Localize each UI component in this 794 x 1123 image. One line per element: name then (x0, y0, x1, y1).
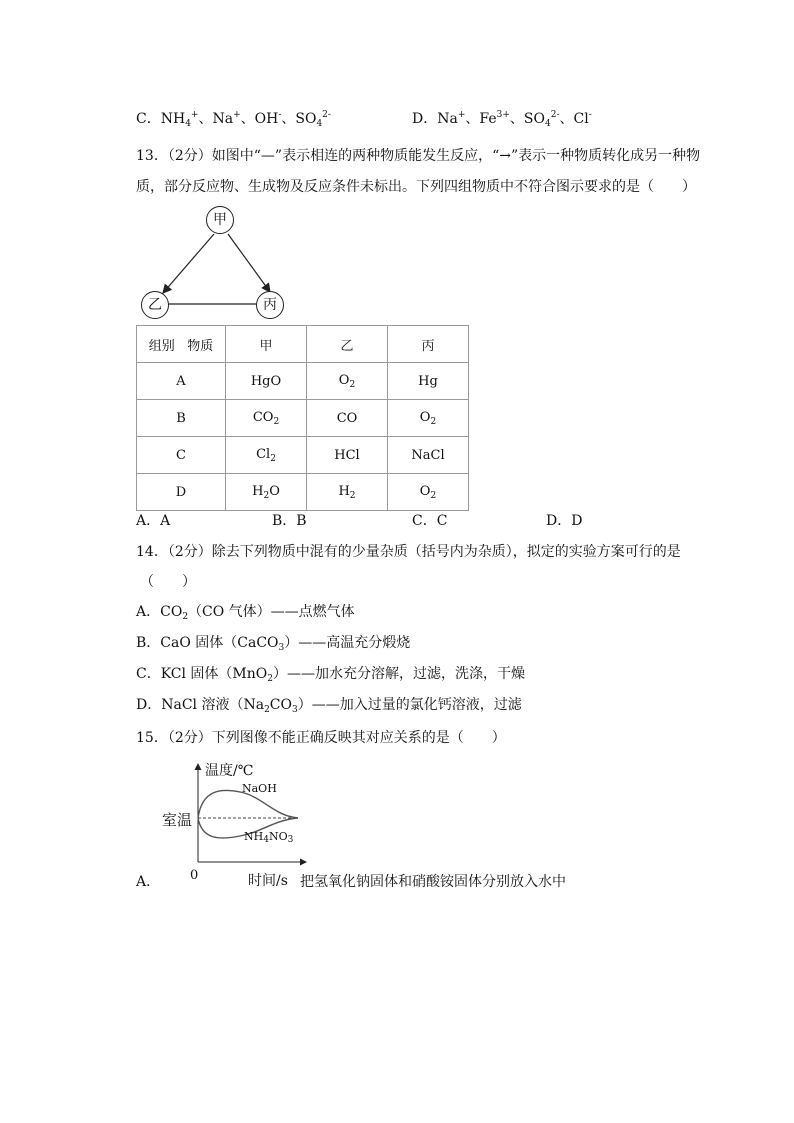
q14-option-c (136, 664, 525, 689)
superscript: 3+ (496, 110, 510, 120)
cell-jia (226, 474, 307, 511)
option-text: CO (269, 697, 292, 713)
cell-bing (388, 474, 469, 511)
ion-text: 、OH (240, 111, 279, 127)
cell-group: C (137, 437, 226, 474)
formula: HgO (250, 373, 282, 389)
q12-option-d (412, 108, 592, 129)
ion-text: 、SO (281, 111, 317, 127)
formula: HCl (334, 447, 360, 463)
q13-stem-line1 (136, 145, 700, 165)
q14-option-b (136, 633, 410, 658)
formula: NaCl (411, 447, 445, 463)
table-row (137, 437, 469, 474)
subscript: 4 (185, 119, 191, 129)
cell-yi (307, 474, 388, 511)
subscript: 3 (287, 835, 294, 845)
option-text: C．KCl 固体（MnO (136, 666, 268, 682)
subscript: 2 (349, 379, 356, 390)
superscript: - (588, 110, 592, 120)
header-bing: 丙 (388, 326, 469, 363)
table-row (137, 474, 469, 511)
option-text: ）——加入过量的氯化钙溶液，过滤 (297, 697, 522, 713)
q14-option-a (136, 602, 355, 627)
option-text: B．CaO 固体（CaCO (136, 635, 279, 651)
option-text: ）——加水充分溶解，过滤，洗涤，干燥 (273, 666, 525, 682)
subscript: 2 (263, 490, 270, 501)
formula: H (252, 483, 264, 499)
table-header-row (137, 326, 469, 363)
option-label: C． (136, 111, 161, 127)
subscript: 3 (292, 705, 298, 715)
table-row (137, 363, 469, 400)
superscript: + (190, 110, 199, 120)
y-axis-label: 温度/℃ (205, 763, 254, 779)
subscript: 2 (273, 416, 280, 427)
table-row (137, 400, 469, 437)
cell-yi (307, 437, 388, 474)
question-number: 15． (136, 730, 168, 746)
formula: O (419, 483, 431, 499)
formula: O (338, 372, 350, 388)
subscript: 3 (278, 643, 285, 653)
ion-text: 、Fe (465, 111, 497, 127)
subscript: 2 (430, 490, 437, 501)
ion-text: Na (437, 111, 458, 127)
question-score: （2分） (167, 730, 212, 746)
q13-answer-a: A．A (136, 513, 171, 529)
node-jia: 甲 (206, 206, 234, 234)
q15-stem (136, 727, 506, 747)
arrow-jia-to-yi (163, 234, 214, 293)
cell-bing (388, 437, 469, 474)
q14-stem (136, 541, 681, 561)
cell-jia (226, 400, 307, 437)
formula: CO (336, 410, 358, 426)
arrow-jia-to-bing (228, 234, 270, 292)
superscript: + (233, 110, 241, 120)
header-yi: 乙 (307, 326, 388, 363)
q13-answer-b: B．B (272, 513, 307, 529)
header-group-substance (137, 326, 226, 363)
question-number: 14． (136, 544, 168, 560)
cell-jia (226, 437, 307, 474)
node-yi: 乙 (141, 291, 169, 319)
q12-option-c (136, 108, 331, 129)
question-number: 13． (136, 148, 168, 164)
question-text: 除去下列物质中混有的少量杂质（括号内为杂质），拟定的实验方案可行的是 (211, 544, 681, 560)
room-temp-label: 室温 (162, 811, 193, 829)
header-group: 组别 (148, 338, 175, 354)
formula: H (338, 483, 350, 499)
question-score: （2分） (167, 148, 212, 164)
superscript: 2- (550, 110, 560, 120)
header-substance: 物质 (187, 338, 214, 354)
node-bing: 丙 (256, 291, 284, 319)
q13-substance-table (136, 325, 469, 511)
formula: O (419, 409, 431, 425)
header-jia: 甲 (226, 326, 307, 363)
cell-bing (388, 363, 469, 400)
cell-bing (388, 400, 469, 437)
q15-option-a-label: A． (136, 874, 161, 890)
option-text: ）——高温充分煅烧 (284, 635, 411, 651)
subscript: 2 (270, 453, 276, 464)
ion-text: 、Na (198, 111, 234, 127)
subscript: 4 (316, 119, 323, 129)
cell-yi (307, 400, 388, 437)
ion-text: NH (160, 111, 186, 127)
cell-group: A (137, 363, 226, 400)
subscript: 2 (264, 705, 270, 715)
q15-option-a-caption: 把氢氧化钠固体和硝酸铵固体分别放入水中 (300, 874, 566, 890)
option-label: D． (412, 111, 438, 127)
cell-yi (307, 363, 388, 400)
option-text: （CO 气体）——点燃气体 (188, 604, 355, 620)
option-text: D．NaCl 溶液（Na (136, 697, 265, 713)
subscript: 4 (263, 835, 269, 845)
x-axis-label: 时间/s (248, 873, 288, 889)
q14-blank: （ ） (140, 574, 196, 590)
subscript: 2 (182, 612, 189, 622)
formula: O (269, 483, 280, 499)
question-score: （2分） (167, 544, 212, 560)
formula: NH (244, 830, 264, 843)
subscript: 2 (267, 674, 273, 684)
superscript: 2- (322, 110, 331, 120)
subscript: 2 (430, 416, 437, 427)
formula: CO (252, 409, 274, 425)
superscript: + (457, 110, 466, 120)
subscript: 4 (544, 119, 551, 129)
ion-text: 、Cl (559, 111, 589, 127)
naoh-label: NaOH (242, 782, 277, 795)
option-text: A．CO (136, 604, 183, 620)
question-text: 如图中“—”表示相连的两种物质能发生反应，“→”表示一种物质转化成另一种物 (211, 148, 701, 164)
formula: NO (268, 830, 288, 843)
q14-option-d (136, 695, 522, 720)
ion-text: 、SO (509, 111, 545, 127)
q13-answer-c: C．C (412, 513, 448, 529)
superscript: - (278, 110, 282, 120)
subscript: 2 (349, 490, 356, 501)
formula: Cl (256, 446, 271, 462)
q13-stem-line2: 质，部分反应物、生成物及反应条件未标出。下列四组物质中不符合图示要求的是（ ） (136, 179, 696, 195)
question-text: 下列图像不能正确反映其对应关系的是（ ） (211, 730, 506, 746)
cell-group: D (137, 474, 226, 511)
cell-group: B (137, 400, 226, 437)
cell-jia (226, 363, 307, 400)
formula: Hg (418, 373, 438, 389)
nh4no3-label (244, 830, 293, 845)
q13-answer-d: D．D (546, 513, 583, 529)
origin-label: 0 (190, 868, 199, 883)
